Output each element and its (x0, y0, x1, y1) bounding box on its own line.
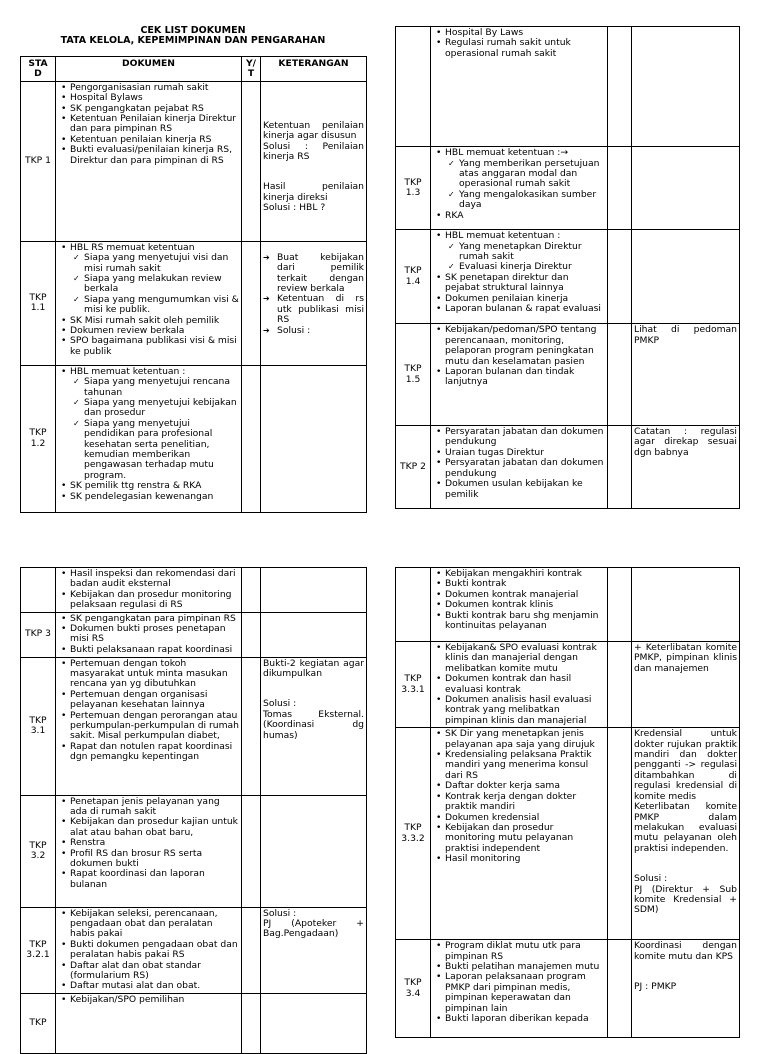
checkmark-item: ✓ Siapa yang menyetujui rencana tahunan (84, 377, 239, 398)
std-cell: TKP 3.1 (21, 657, 56, 795)
std-cell: TKP 3.3.1 (396, 642, 431, 728)
document-item (70, 961, 239, 982)
yt-checkbox-cell[interactable] (608, 230, 632, 324)
document-item-text: Persyaratan jabatan dan dokumen pendukung (445, 426, 604, 448)
keterangan-note: Solusi : (263, 907, 297, 919)
dokumen-cell (56, 993, 242, 1053)
yt-checkbox-cell[interactable] (608, 642, 632, 728)
checkmark-item: ✓ Siapa yang menyetujui visi dan misi rumah sakit (84, 253, 239, 274)
document-item-text: Pengorganisasian rumah sakit (70, 81, 209, 93)
document-item (70, 742, 239, 763)
document-list (58, 243, 239, 357)
document-item-text: Kebijakan/pedoman/SPO tentang perencanaan, monitoring, pelaporan program peningkatan mutu dan keselamatan pasien (445, 324, 597, 367)
keterangan-note: Catatan : regulasi agar direkap sesuai dgn babnya (634, 426, 737, 458)
std-cell: TKP 1.4 (396, 230, 431, 324)
header-keterangan: KETERANGAN (261, 57, 367, 82)
dokumen-cell (56, 657, 242, 795)
keterangan-cell (632, 940, 740, 1038)
document-list (433, 325, 605, 387)
document-item (70, 995, 239, 1005)
document-list (58, 909, 239, 992)
spacer (263, 679, 364, 699)
document-item-text: Hasil inspeksi dan rekomendasi dari badan audit eksternal (70, 568, 236, 590)
document-item-text: Laporan pelaksanaan program PMKP dari pimpinan medis, pimpinan keperawatan dan pimpinan lain (445, 971, 586, 1014)
document-list (58, 367, 239, 502)
checkmark-list (445, 242, 605, 273)
document-item (445, 273, 605, 294)
document-item-text: SK Misi rumah sakit oleh pemilik (70, 314, 220, 326)
spacer (263, 162, 364, 182)
document-item (70, 569, 239, 590)
document-item (70, 797, 239, 818)
keterangan-cell (261, 365, 367, 512)
document-item (445, 823, 605, 854)
checkmark-list (70, 253, 239, 315)
document-item (70, 849, 239, 870)
document-item (70, 690, 239, 711)
document-item (445, 972, 605, 1014)
keterangan-note: PJ (Direktur + Sub komite Kredensial + SDM) (634, 883, 737, 916)
document-item-text: Dokumen kontrak dan hasil evaluasi kontrak (445, 673, 572, 695)
checkmark-item: ✓ Evaluasi kinerja Direktur (459, 262, 605, 272)
table-row (396, 324, 740, 426)
dokumen-cell (56, 568, 242, 613)
spacer (634, 854, 737, 874)
dokumen-cell (431, 940, 608, 1038)
checklist-table-3 (20, 567, 367, 1054)
document-item-text: Pertemuan dengan perorangan atau perkumpulan-perkumpulan di rumah sakit. Misal perkumpulan diabet, (70, 709, 240, 742)
document-list (58, 614, 239, 656)
document-item (445, 367, 605, 388)
document-item-text: Hasil monitoring (445, 853, 521, 865)
keterangan-note: Solusi : (634, 873, 668, 885)
yt-checkbox-cell[interactable] (608, 426, 632, 509)
document-item (445, 427, 605, 448)
document-item-text: SK pengangkatan para pimpinan RS (70, 612, 236, 624)
document-item-text: Dokumen bukti proses penetapan misi RS (70, 623, 226, 645)
document-item (445, 148, 605, 210)
document-item-text: Program diklat mutu utk para pimpinan RS (445, 940, 581, 962)
document-item (445, 750, 605, 781)
std-cell: TKP 3.4 (396, 940, 431, 1038)
table-row (396, 147, 740, 230)
std-cell (21, 568, 56, 613)
yt-checkbox-cell[interactable] (608, 940, 632, 1038)
document-item-text: Laporan bulanan dan tindak lanjutnya (445, 366, 575, 388)
dokumen-cell (431, 728, 608, 940)
document-item (70, 645, 239, 655)
keterangan-note: Bukti-2 kegiatan agar dikumpulkan (263, 657, 364, 680)
document-title (20, 26, 366, 46)
keterangan-cell (261, 795, 367, 907)
document-item-text: SK pemilik ttg renstra & RKA (70, 480, 202, 492)
checkmark-item: ✓ Siapa yang melakukan review berkala (84, 274, 239, 295)
document-item-text: HBL memuat ketentuan :→ (445, 147, 569, 159)
title-line-2: TATA KELOLA, KEPEMIMPINAN DAN PENGARAHAN (60, 35, 326, 46)
document-item-text: Hospital Bylaws (70, 92, 143, 104)
document-item (70, 336, 239, 357)
document-item (70, 981, 239, 991)
yt-checkbox-cell[interactable] (242, 81, 261, 241)
yt-checkbox-cell[interactable] (242, 568, 261, 613)
document-item (445, 458, 605, 479)
checkmark-list (445, 159, 605, 211)
yt-checkbox-cell[interactable] (242, 612, 261, 657)
document-item-text: Dokumen analisis hasil evaluasi kontrak yang melibatkan pimpinan klinis dan manajerial (445, 694, 592, 726)
document-item-text: Dokumen usulan kebijakan ke pemilik (445, 478, 583, 500)
document-item (70, 659, 239, 690)
document-list (433, 729, 605, 864)
std-cell (396, 27, 431, 147)
document-item (445, 611, 605, 632)
document-item-text: Penetapan jenis pelayanan yang ada di rumah sakit (70, 795, 220, 818)
document-item-text: Bukti pelaksanaan rapat koordinasi (70, 643, 233, 655)
document-item (445, 325, 605, 367)
keterangan-cell (632, 230, 740, 324)
std-cell: TKP 3.2 (21, 795, 56, 907)
arrow-note: ➔ Solusi : (263, 326, 364, 336)
yt-checkbox-cell[interactable] (608, 147, 632, 230)
document-item (70, 243, 239, 316)
std-cell: TKP 1.2 (21, 365, 56, 512)
header-yt: Y/ T (242, 57, 261, 82)
table-row (21, 568, 367, 613)
header-std: STA D (21, 57, 56, 82)
table-row (396, 642, 740, 728)
keterangan-cell (261, 907, 367, 993)
document-item (445, 674, 605, 695)
yt-checkbox-cell[interactable] (242, 657, 261, 795)
keterangan-cell (261, 241, 367, 365)
document-item-text: Persyaratan jabatan dan dokumen pendukung (445, 457, 604, 479)
keterangan-note: Koordinasi dengan komite mutu dan KPS (634, 940, 737, 962)
document-item (70, 909, 239, 940)
document-item-text: HBL memuat ketentuan : (445, 230, 561, 242)
dokumen-cell (431, 642, 608, 728)
document-item (70, 940, 239, 961)
std-cell: TKP 3.3.2 (396, 728, 431, 940)
checkmark-item: ✓ Siapa yang mengumumkan visi & misi ke publik. (84, 295, 239, 316)
checkmark-item: ✓ Yang memberikan persetujuan atas anggaran modal dan operasional rumah sakit (459, 159, 605, 190)
table-row (396, 940, 740, 1038)
dokumen-cell (56, 907, 242, 993)
document-item-text: Bukti pelatihan manajemen mutu (445, 961, 600, 973)
document-item (70, 817, 239, 838)
document-item (70, 114, 239, 135)
document-item (445, 479, 605, 500)
std-cell: TKP (21, 993, 56, 1053)
document-item-text: Laporan bulanan & rapat evaluasi (445, 302, 601, 314)
document-item-text: Hospital By Laws (445, 27, 524, 38)
keterangan-note: Solusi : Penilaian kinerja RS (263, 140, 364, 163)
std-cell: TKP 2 (396, 426, 431, 509)
document-item (70, 590, 239, 611)
document-list (433, 941, 605, 1024)
table-row (21, 81, 367, 241)
keterangan-cell (632, 568, 740, 642)
keterangan-note: Keterlibatan komite PMKP dalam melakukan evaluasi mutu pelayanan oleh praktisi independen. (634, 801, 737, 854)
dokumen-cell (56, 612, 242, 657)
document-item-text: Daftar dokter kerja sama (445, 780, 560, 792)
dokumen-cell (431, 147, 608, 230)
document-item-text: Pertemuan dengan organisasi pelayanan kesehatan lainnya (70, 688, 208, 711)
document-item-text: Dokumen penilaian kinerja (445, 292, 569, 304)
document-item-text: Daftar mutasi alat dan obat. (70, 980, 201, 992)
yt-checkbox-cell[interactable] (608, 728, 632, 940)
yt-checkbox-cell[interactable] (242, 365, 261, 512)
document-item-text: Bukti laporan diberikan kepada (445, 1013, 589, 1025)
table-row (396, 27, 740, 147)
document-list (433, 28, 605, 59)
table-row (21, 907, 367, 993)
keterangan-cell (261, 612, 367, 657)
header-dokumen: DOKUMEN (56, 57, 242, 82)
checkmark-item: ✓ Siapa yang menyetujui pendidikan para profesional kesehatan serta penelitian, kemudian memberikan pengawasan terhadap mutu program. (84, 419, 239, 481)
document-list (58, 995, 239, 1005)
checkmark-item: ✓ Siapa yang menyetujui kebijakan dan prosedur (84, 398, 239, 419)
document-list (58, 797, 239, 891)
title-line-1: CEK LIST DOKUMEN (140, 25, 246, 36)
keterangan-cell (632, 642, 740, 728)
document-item (445, 729, 605, 750)
document-item (445, 792, 605, 813)
arrow-note: ➔ Buat kebijakan dari pemilik terkait dengan review berkala (263, 253, 364, 295)
document-item (70, 624, 239, 645)
document-item-text: SK Dir yang menetapkan jenis pelayanan apa saja yang dirujuk (445, 728, 595, 750)
std-cell: TKP 3.2.1 (21, 907, 56, 993)
keterangan-note: Hasil penilaian kinerja direksi (263, 181, 364, 203)
keterangan-cell (261, 993, 367, 1053)
dokumen-cell (431, 27, 608, 147)
document-item-text: Kredensialing pelaksana Praktik mandiri yang menerima konsul dari RS (445, 749, 592, 781)
yt-checkbox-cell[interactable] (608, 27, 632, 147)
std-cell: TKP 1.5 (396, 324, 431, 426)
yt-checkbox-cell[interactable] (242, 907, 261, 993)
keterangan-note: Kredensial untuk dokter rujukan praktik mandiri dan dokter pengganti -> regulasi ditambahkan di regulasi kredensial di komite medis (634, 728, 737, 802)
table-row (21, 241, 367, 365)
document-item-text: Kebijakan dan prosedur monitoring pelaksaan regulasi di RS (70, 588, 232, 611)
std-cell: TKP 1.1 (21, 241, 56, 365)
document-list (433, 643, 605, 726)
document-item-text: Kebijakan& SPO evaluasi kontrak klinis dan manajerial dengan melibatkan komite mutu (445, 642, 597, 674)
yt-checkbox-cell[interactable] (242, 241, 261, 365)
document-item-text: HBL memuat ketentuan : (70, 365, 186, 377)
keterangan-cell (632, 147, 740, 230)
keterangan-cell (261, 568, 367, 613)
document-list (433, 148, 605, 221)
table-row (396, 230, 740, 324)
yt-checkbox-cell[interactable] (608, 324, 632, 426)
std-cell: TKP 1 (21, 81, 56, 241)
document-item-text: Regulasi rumah sakit untuk operasional rumah sakit (445, 37, 571, 59)
keterangan-cell (632, 27, 740, 147)
table-row (396, 426, 740, 509)
document-item-text: Dokumen kontrak manajerial (445, 588, 579, 600)
table-row (396, 728, 740, 940)
document-item-text: Daftar alat dan obat standar (formularium RS) (70, 959, 201, 982)
table-row (21, 993, 367, 1053)
document-list (433, 569, 605, 631)
document-item-text: HBL RS memuat ketentuan (70, 241, 195, 253)
spacer (263, 83, 364, 121)
keterangan-note: + Keterlibatan komite PMKP, pimpinan klinis dan manajemen (634, 642, 737, 674)
document-item-text: SK pengangkatan pejabat RS (70, 102, 204, 114)
document-item-text: Bukti kontrak baru shg menjamin kontinuitas pelayanan (445, 609, 599, 632)
document-item-text: Kontrak kerja dengan dokter praktik mandiri (445, 790, 577, 813)
checklist-table-1 (20, 56, 367, 513)
yt-checkbox-cell[interactable] (608, 568, 632, 642)
keterangan-note: Ketentuan penilaian kinerja agar disusun (263, 119, 364, 142)
document-item (445, 1014, 605, 1024)
dokumen-cell (431, 324, 608, 426)
document-list (58, 569, 239, 611)
document-item-text: Ketentuan penilaian kinerja RS (70, 133, 212, 145)
keterangan-note: Lihat di pedoman PMKP (634, 324, 737, 346)
document-item (70, 711, 239, 742)
std-cell: TKP 1.3 (396, 147, 431, 230)
document-item (445, 854, 605, 864)
keterangan-note: Solusi : (263, 698, 297, 710)
arrow-note: ➔ Ketentuan di rs utk publikasi misi RS (263, 294, 364, 325)
std-cell (396, 568, 431, 642)
checkmark-item: ✓ Yang mengalokasikan sumber daya (459, 190, 605, 211)
document-item-text: SPO bagaimana publikasi visi & misi ke publik (70, 335, 237, 357)
table-row (21, 795, 367, 907)
table-row (396, 568, 740, 642)
dokumen-cell (56, 795, 242, 907)
dokumen-cell (56, 365, 242, 512)
table-row (21, 612, 367, 657)
document-item-text: Kebijakan dan prosedur monitoring mutu pelayanan praktisi independent (445, 821, 574, 854)
checkmark-item: ✓ Yang menetapkan Direktur rumah sakit (459, 242, 605, 263)
dokumen-cell (431, 230, 608, 324)
document-item-text: Profil RS dan brosur RS serta dokumen bukti (70, 847, 203, 870)
document-list (58, 659, 239, 763)
document-item (445, 211, 605, 221)
document-item-text: Uraian tugas Direktur (445, 446, 545, 458)
table-row (21, 657, 367, 795)
dokumen-cell (56, 81, 242, 241)
document-item-text: RKA (445, 209, 464, 221)
document-item-text: Kebijakan/SPO pemilihan (70, 993, 185, 1005)
dokumen-cell (431, 426, 608, 509)
checklist-table-2 (395, 26, 740, 509)
document-item-text: Bukti kontrak (445, 578, 507, 590)
document-item-text: Rapat dan notulen rapat koordinasi dgn pemangku kepentingan (70, 740, 233, 763)
document-item-text: Bukti evaluasi/penilaian kinerja RS, Direktur dan para pimpinan di RS (70, 144, 233, 166)
document-item-text: Rapat koordinasi dan laporan bulanan (70, 868, 205, 890)
keterangan-cell (261, 657, 367, 795)
document-item-text: Bukti dokumen pengadaan obat dan peralatan habis pakai RS (70, 938, 238, 961)
keterangan-note: Tomas Eksternal. (Koordinasi dg humas) (263, 708, 364, 741)
document-item (445, 643, 605, 674)
document-item (445, 695, 605, 726)
document-item (70, 145, 239, 166)
document-item (445, 941, 605, 962)
keterangan-cell (632, 324, 740, 426)
document-item-text: Renstra (70, 837, 106, 849)
document-list (433, 231, 605, 314)
table-row (21, 365, 367, 512)
document-item (70, 869, 239, 890)
document-item-text: Dokumen review berkala (70, 325, 185, 337)
keterangan-cell (261, 81, 367, 241)
document-item (70, 492, 239, 502)
document-item (70, 367, 239, 481)
document-item-text: SK pendelegasian kewenangan (70, 490, 214, 502)
keterangan-cell (632, 426, 740, 509)
document-item-text: Pertemuan dengan tokoh masyarakat untuk minta masukan rencana yan yg dibutuhkan (70, 657, 228, 690)
document-item-text: Ketentuan Penilaian kinerja Direktur dan para pimpinan RS (70, 113, 237, 135)
yt-checkbox-cell[interactable] (242, 993, 261, 1053)
keterangan-cell (632, 728, 740, 940)
checklist-table-4 (395, 567, 740, 1038)
dokumen-cell (431, 568, 608, 642)
document-list (433, 427, 605, 500)
yt-checkbox-cell[interactable] (242, 795, 261, 907)
document-item-text: Dokumen kontrak klinis (445, 599, 554, 611)
document-item-text: Dokumen kredensial (445, 811, 540, 823)
spacer (634, 962, 737, 982)
document-item (445, 231, 605, 273)
document-item (445, 304, 605, 314)
document-item-text: Kebijakan dan prosedur kajian untuk alat atau bahan obat baru, (70, 816, 239, 838)
std-cell: TKP 3 (21, 612, 56, 657)
keterangan-note: Solusi : HBL ? (263, 202, 326, 214)
keterangan-note: PJ (Apoteker + Bag.Pengadaan) (263, 918, 364, 940)
document-item-text: SK penetapan direktur dan pejabat struktural lainnya (445, 271, 569, 294)
dokumen-cell (56, 241, 242, 365)
keterangan-note: PJ : PMKP (634, 981, 677, 993)
document-item (445, 38, 605, 59)
checkmark-list (70, 377, 239, 481)
document-item-text: Kebijakan seleksi, perencanaan, pengadaan obat dan peralatan habis pakai (70, 907, 218, 940)
document-item-text: Kebijakan mengakhiri kontrak (445, 568, 582, 579)
document-list (58, 83, 239, 166)
